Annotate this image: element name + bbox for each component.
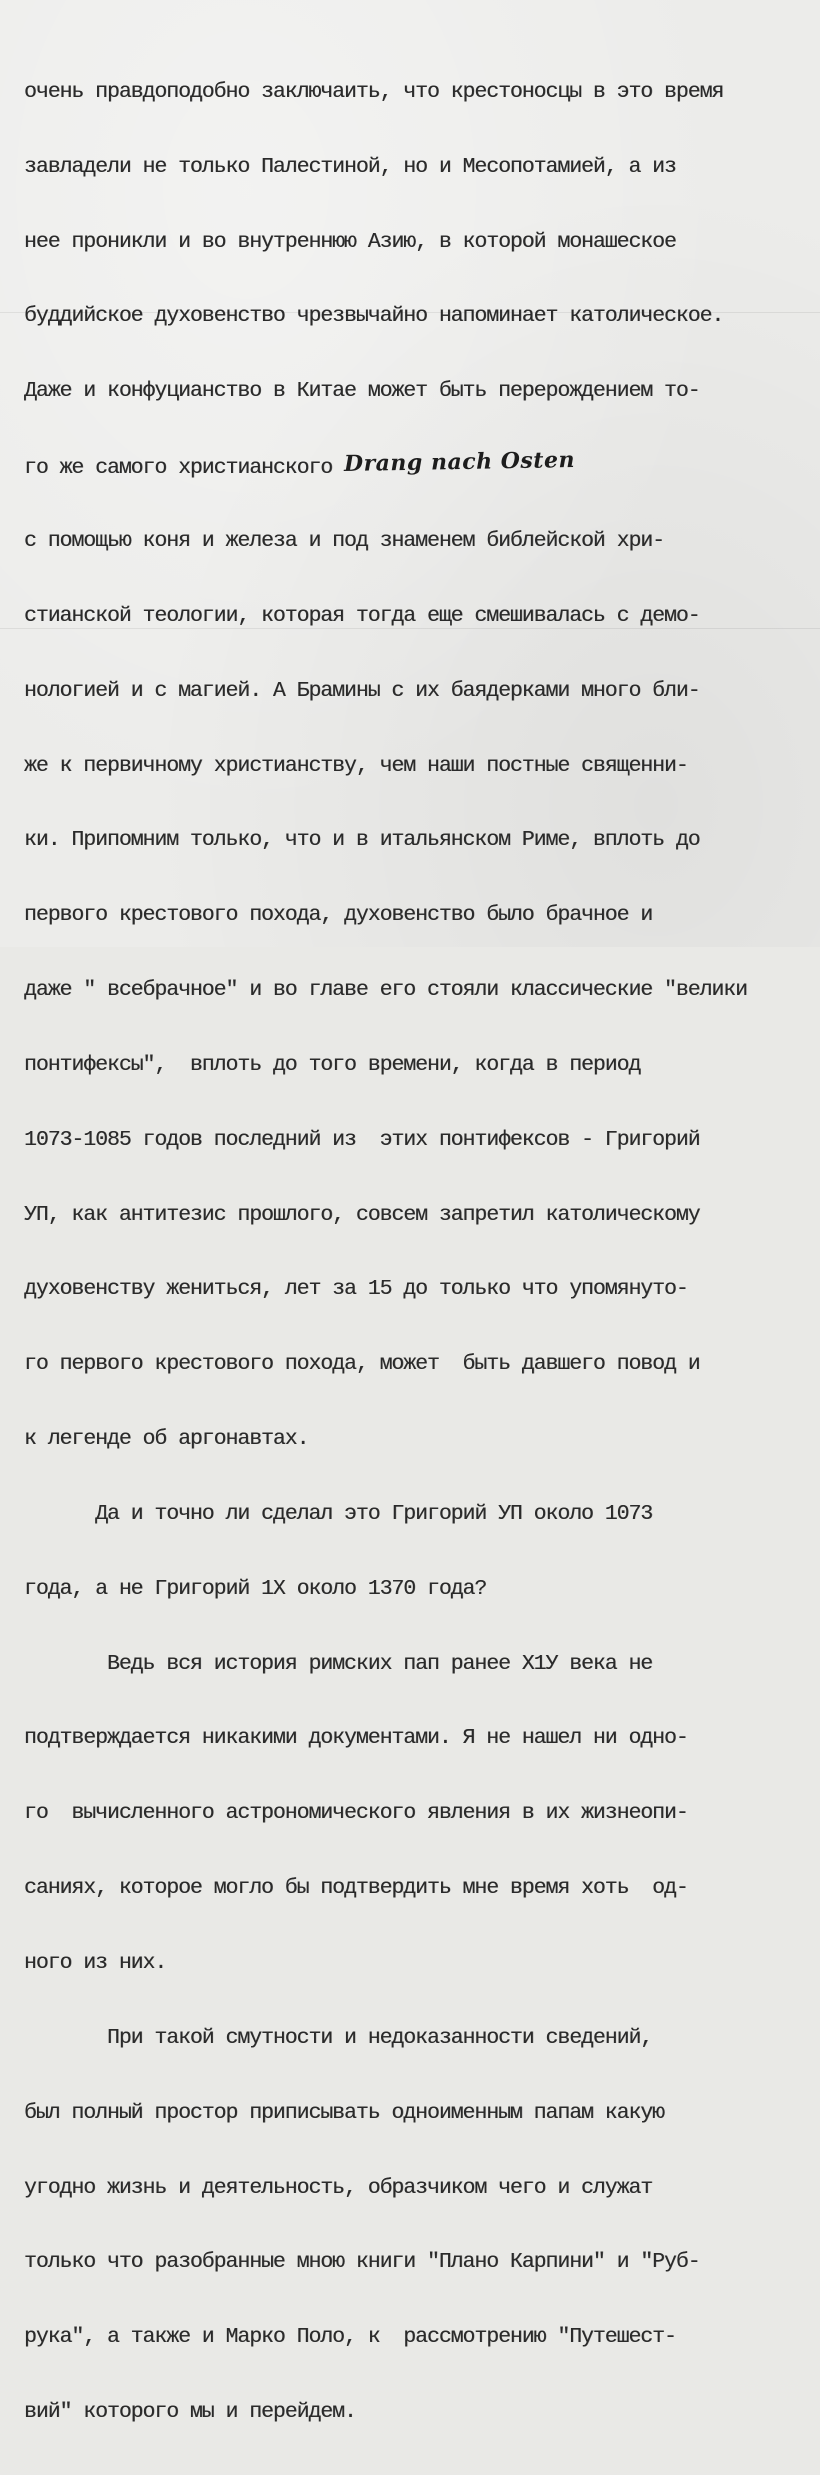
- text-line: духовенству жениться, лет за 15 до только что упомянуто-: [24, 1277, 688, 1302]
- text-line: очень правдоподобно заключаить, что крестоносцы в это время: [24, 79, 724, 104]
- text-line: понтифексы", вплоть до того времени, когда в период: [24, 1052, 641, 1077]
- typewritten-text: [24, 30, 814, 2475]
- text-line: нее проникли и во внутреннюю Азию, в которой монашеское: [24, 229, 676, 254]
- text-line: завладели не только Палестиной, но и Месопотамией, а из: [24, 154, 676, 179]
- text-line: угодно жизнь и деятельность, образчиком чего и служат: [24, 2175, 653, 2200]
- text-line-fragment: го же самого христианского: [24, 456, 345, 481]
- handwritten-insert: Drang nach Osten: [343, 447, 576, 478]
- text-line: же к первичному христианству, чем наши постные священни-: [24, 753, 688, 778]
- text-line: саниях, которое могло бы подтвердить мне время хоть од-: [24, 1876, 688, 1901]
- text-line: с помощью коня и железа и под знаменем библейской хри-: [24, 528, 665, 553]
- text-line: первого крестового похода, духовенство было брачное и: [24, 903, 653, 928]
- text-line: го вычисленного астрономического явления в их жизнеопи-: [24, 1801, 688, 1826]
- text-line: 1073-1085 годов последний из этих понтифексов - Григорий: [24, 1127, 700, 1152]
- text-line: УП, как антитезис прошлого, совсем запретил католическому: [24, 1202, 700, 1227]
- text-line: ного из них.: [24, 1951, 167, 1975]
- text-line: го первого крестового похода, может быть давшего повод и: [24, 1352, 700, 1377]
- text-line: был полный простор приписывать одноименным папам какую: [24, 2100, 665, 2125]
- text-line: При такой смутности и недоказанности сведений,: [24, 2025, 653, 2050]
- text-line: только что разобранные мною книги "Плано Карпини" и "Руб-: [24, 2250, 700, 2275]
- text-line-with-handwriting: [24, 447, 814, 481]
- text-line: вий" которого мы и перейдем.: [24, 2400, 356, 2425]
- text-line: нологией и с магией. А Брамины с их баядерками много бли-: [24, 678, 700, 703]
- text-line: ки. Припомним только, что и в итальянском Риме, вплоть до: [24, 828, 700, 853]
- text-line: Даже и конфуцианство в Китае может быть перерождением то-: [24, 379, 700, 404]
- text-line: даже " всебрачное" и во главе его стояли классические "велики: [24, 978, 747, 1003]
- text-line: Ведь вся история римских пап ранее X1У века не: [24, 1651, 653, 1676]
- text-line: подтверждается никакими документами. Я не нашел ни одно-: [24, 1726, 688, 1751]
- text-line: стианской теологии, которая тогда еще смешивалась с демо-: [24, 603, 700, 628]
- text-line: года, а не Григорий 1X около 1370 года?: [24, 1576, 487, 1601]
- text-line: Да и точно ли сделал это Григорий УП около 1073: [24, 1501, 653, 1526]
- text-line: к легенде об аргонавтах.: [24, 1427, 309, 1452]
- text-line: буддийское духовенство чрезвычайно напоминает католическое.: [24, 304, 724, 329]
- text-line: рука", а также и Марко Поло, к рассмотрению "Путешест-: [24, 2325, 676, 2350]
